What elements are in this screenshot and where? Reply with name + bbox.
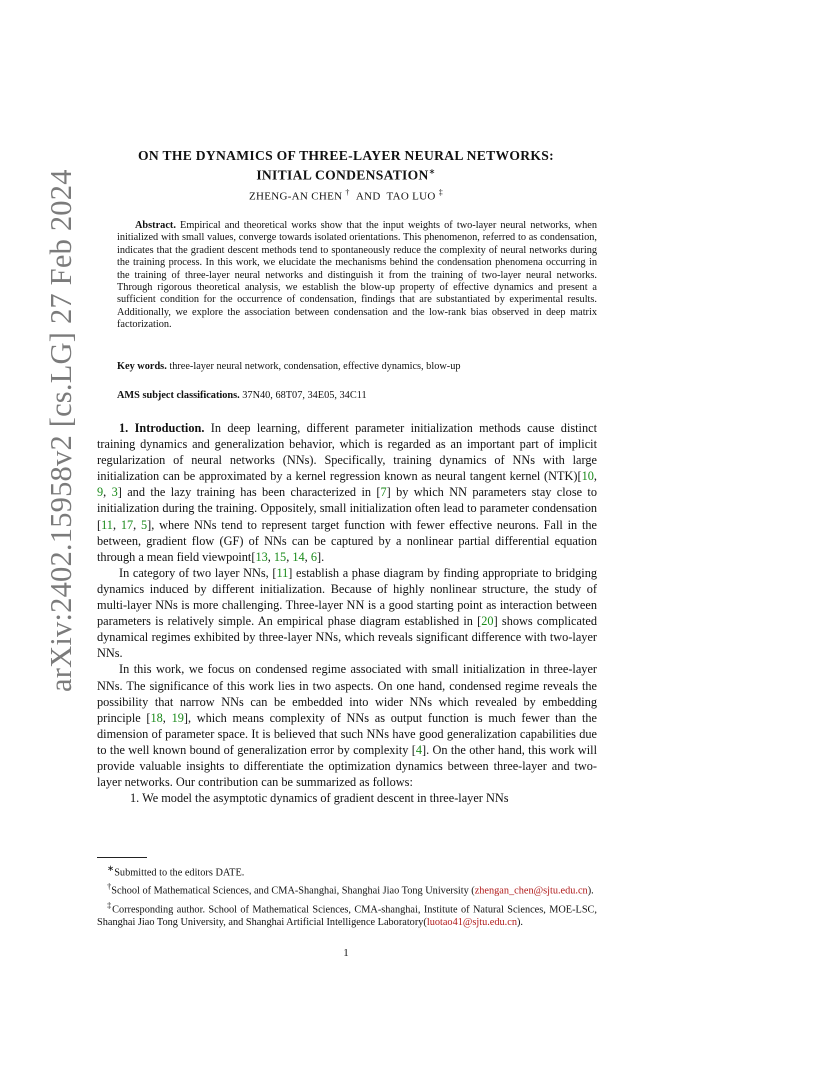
separator: , [162, 710, 172, 725]
separator: , [267, 549, 274, 564]
author-1: ZHENG-AN CHEN [248, 190, 343, 203]
citation-link[interactable]: 17 [120, 517, 134, 532]
separator: , [286, 549, 293, 564]
footnote-3 [97, 899, 597, 930]
p2-text-a: In category of two layer NNs, [ [119, 565, 277, 580]
citation-link[interactable]: 11 [276, 565, 289, 580]
citation-link[interactable]: 9 [97, 485, 104, 500]
title-line-1: ON THE DYNAMICS OF THREE-LAYER NEURAL NETWORKS: [138, 148, 554, 163]
p1-text-d: ], where NNs tend to represent target function with fewer effective neurons. Fall in the between, gradient flow (GF) of NNs can be captured by a nonlinear partial differential equation through a mean field viewpoint[ [97, 517, 597, 564]
arxiv-identifier-stamp[interactable]: arXiv:2402.15958v2 [cs.LG] 27 Feb 2024 [44, 169, 78, 692]
citation-link[interactable]: 19 [171, 710, 184, 725]
citation-link[interactable]: 13 [255, 549, 268, 564]
abstract [117, 220, 597, 332]
separator: , [112, 517, 121, 532]
citation-link[interactable]: 6 [310, 549, 317, 564]
contribution-list-item-1: 1. We model the asymptotic dynamics of gradient descent in three-layer NNs [130, 791, 509, 806]
citation-link[interactable]: 10 [581, 469, 594, 484]
footnote-2-text: School of Mathematical Sciences, and CMA-Shanghai, Shanghai Jiao Tong University ( [111, 885, 475, 897]
ams-classifications [117, 390, 597, 402]
separator: , [103, 485, 112, 500]
citation-link[interactable]: 15 [273, 549, 287, 564]
citation-link[interactable]: 18 [150, 710, 163, 725]
footnote-3-end: ). [516, 916, 523, 928]
email-link[interactable]: luotao41@sjtu.edu.cn [426, 916, 517, 928]
footnote-2 [97, 880, 597, 898]
p1-text-c: ] by which NN parameters stay close to initialization during the training. Oppositely, small initialization often lead to parameter condensation [ [97, 485, 597, 532]
paper-title [96, 148, 596, 184]
title-line-2 [96, 164, 596, 184]
separator: , [593, 469, 597, 484]
intro-paragraph-1 [97, 420, 597, 565]
introduction-section [97, 420, 597, 806]
author-line [96, 188, 596, 203]
keywords [117, 361, 597, 373]
title-footnote-mark[interactable]: ∗ [428, 167, 436, 176]
citation-link[interactable]: 20 [481, 614, 494, 629]
abstract-text: Empirical and theoretical works show that the input weights of two-layer neural networks, when initialized with small values, converge towards isolated orientations. This phenomenon, referred to as condensation, indicates that the gradient descent methods tend to spontaneously reduce the complexity of neural networks during the training process. In this work, we elucidate the mechanisms behind the condensation phenomena occurring in the training of three-layer neural networks and distinguish it from the training of two-layer neural networks. Through rigorous theoretical analysis, we establish the blow-up property of effective dynamics and present a sufficient condition for the occurrence of condensation, findings that are substantiated by experimental results. Additionally, we explore the association between condensation and the low-rank bias observed in deep matrix factorization. [117, 220, 597, 331]
citation-link[interactable]: 5 [141, 517, 148, 532]
footnote-3-text: Corresponding author. School of Mathematical Sciences, CMA-shanghai, Institute of Natural Sciences, MOE-LSC, Shanghai Jiao Tong University, and Shanghai Artificial Intelligence Laboratory( [97, 904, 597, 928]
author-2: TAO LUO [386, 190, 436, 203]
citation-link[interactable]: 3 [111, 485, 118, 500]
p3-text-a: In this work, we focus on condensed regime associated with small initialization in three-layer NNs. The significance of this work lies in two aspects. On one hand, condensed regime reveals the possibility that narrow NNs can be embedded into wider NNs which revealed by embedding principle [ [97, 662, 597, 725]
footnote-2-end: ). [587, 885, 594, 897]
title-line-2-text: INITIAL CONDENSATION [256, 167, 429, 183]
p2-text-b: ] establish a phase diagram by finding appropriate to bridging dynamics induced by different initialization. Because of highly nonlinear structure, the study of multi-layer NNs is more challenging. Three-layer NN is a good starting point as interaction between parameters is relatively simple. An empirical phase diagram established in [ [97, 565, 598, 629]
author-2-footnote-mark[interactable]: ‡ [438, 188, 444, 197]
ams-text: 37N40, 68T07, 34E05, 34C11 [242, 390, 367, 401]
footnote-1-mark: ∗ [107, 863, 115, 873]
citation-link[interactable]: 11 [101, 517, 113, 532]
citation-link[interactable]: 4 [415, 742, 422, 757]
footnote-2-mark: † [107, 881, 112, 892]
footnotes [97, 862, 597, 930]
intro-paragraph-2 [97, 565, 597, 662]
footnote-1-text: Submitted to the editors DATE. [114, 867, 245, 879]
keywords-label: Key words. [117, 361, 167, 372]
p2-text-c: ] shows complicated dynamical regimes exhibited by three-layer NNs, which reveals significant difference with two-layer NNs. [97, 614, 597, 661]
keywords-text: three-layer neural network, condensation, effective dynamics, blow-up [169, 361, 461, 372]
email-link[interactable]: zhengan_chen@sjtu.edu.cn [474, 885, 588, 897]
p1-text-b: ] and the lazy training has been characterized in [ [117, 485, 381, 500]
p3-text-b: ], which means complexity of NNs as output function is much fewer than the dimension of parameter space. It is believed that such NNs have good generalization capabilities due to the well known bound of generalization error by complexity [ [97, 710, 597, 757]
abstract-label: Abstract. [135, 220, 176, 231]
separator: , [133, 517, 141, 532]
footnote-1 [97, 862, 597, 880]
ams-label: AMS subject classifications. [117, 390, 240, 401]
citation-link[interactable]: 7 [380, 485, 387, 500]
footnote-separator [97, 857, 147, 858]
footnote-3-mark: ‡ [107, 899, 113, 910]
author-conjunction: AND [355, 190, 381, 203]
author-1-footnote-mark[interactable]: † [345, 188, 350, 197]
section-heading: 1. Introduction. [119, 421, 205, 435]
p1-text-e: ]. [316, 549, 325, 564]
intro-paragraph-3 [97, 661, 597, 790]
p1-text-a: In deep learning, different parameter initialization methods cause distinct training dynamics and generalization behavior, which is regarded as an important part of implicit regularization of neural networks (NNs). Specifically, training dynamics of NNs with large initialization can be approximated by a kernel regression known as neural tangent kernel (NTK)[ [97, 421, 597, 484]
p3-text-c: ]. On the other hand, this work will provide valuable insights to differentiate the optimization dynamics between three-layer and two-layer networks. Our contribution can be summarized as follows: [97, 742, 597, 790]
citation-link[interactable]: 14 [292, 549, 305, 564]
separator: , [304, 549, 311, 564]
page-number: 1 [343, 947, 349, 959]
